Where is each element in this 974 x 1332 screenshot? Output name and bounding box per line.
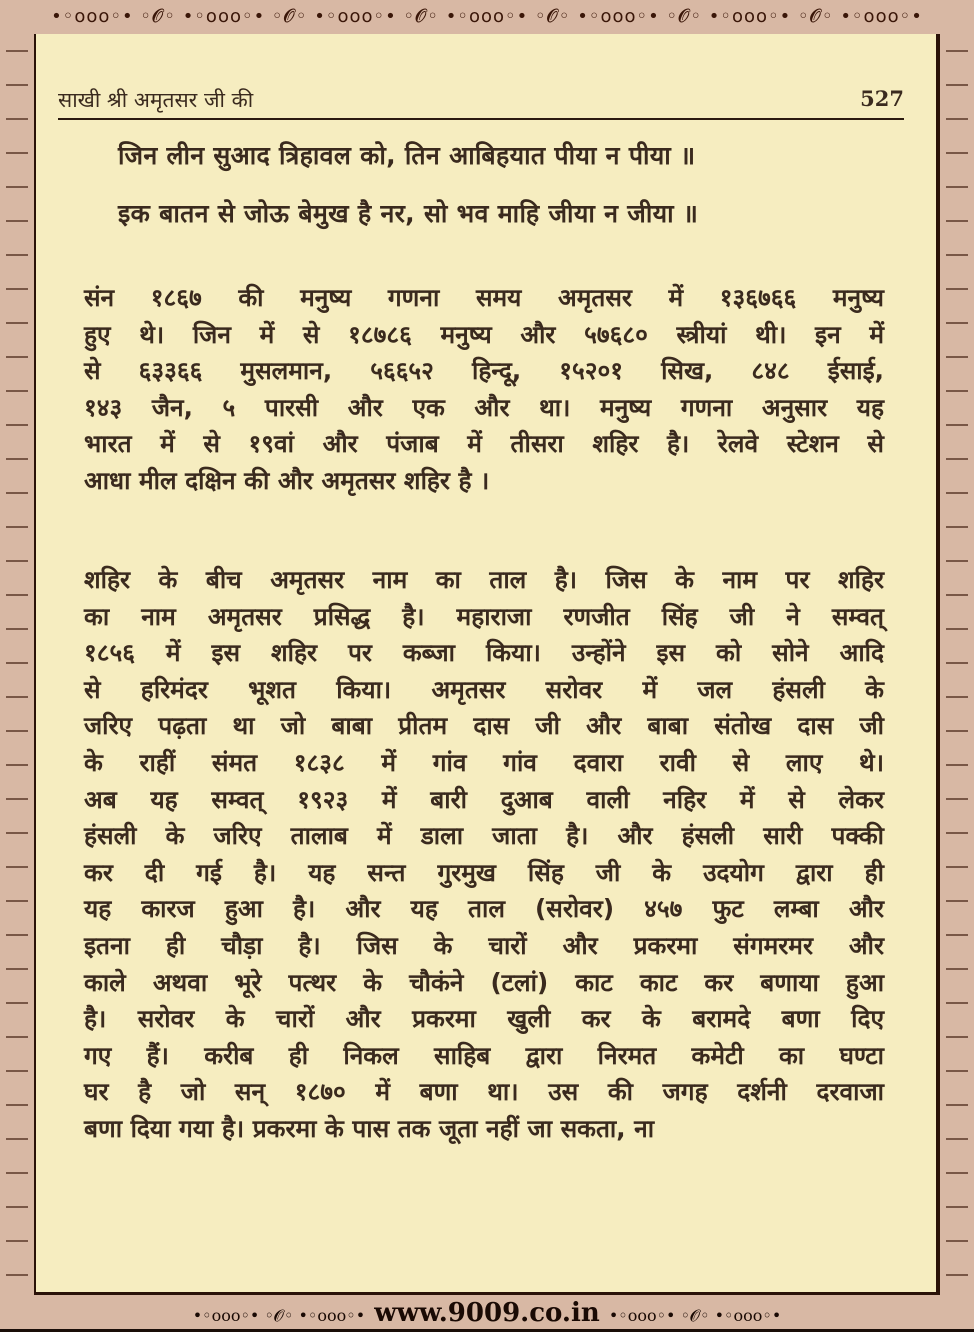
site-footer	[0, 1297, 974, 1329]
text-line: आधा मील दक्षिन की और अमृतसर शहिर है ।	[84, 463, 884, 500]
paragraph-sarovar	[84, 562, 884, 1148]
text-line: घर है जो सन् १८७० में बणा था। उस की जगह दर्शनी दरवाजा	[84, 1074, 884, 1111]
border-right-ornament	[940, 0, 974, 1329]
text-line: भारत में से १९वां और पंजाब में तीसरा शहिर है। रेलवे स्टेशन से	[84, 426, 884, 463]
text-line: का नाम अमृतसर प्रसिद्ध है। महाराजा रणजीत सिंह जी ने सम्वत्	[84, 599, 884, 636]
text-line: से हरिमंदर भूशत किया। अमृतसर सरोवर में जल हंसली के	[84, 672, 884, 709]
border-top-ornament: •◦ooo◦• ◦𝓞◦ •◦ooo◦• ◦𝓞◦ •◦ooo◦• ◦𝓞◦ •◦ooo◦• ◦𝓞◦ •◦ooo◦• ◦𝓞◦ •◦ooo◦• ◦𝓞◦ •◦ooo◦•	[0, 0, 974, 34]
text-line: है। सरोवर के चारों और प्रकरमा खुली कर के बरामदे बणा दिए	[84, 1001, 884, 1038]
text-line: के राहीं संमत १८३८ में गांव गांव दवारा रावी से लाए थे।	[84, 745, 884, 782]
text-line: बणा दिया गया है। प्रकरमा के पास तक जूता नहीं जा सकता, ना	[84, 1111, 884, 1148]
text-line: यह कारज हुआ है। और यह ताल (सरोवर) ४५७ फुट लम्बा और	[84, 891, 884, 928]
book-page	[36, 34, 936, 1292]
text-line: हुए थे। जिन में से १८७८६ मनुष्य और ५७६८० स्त्रीयां थी। इन में	[84, 317, 884, 354]
site-url[interactable]: www.9009.co.in	[374, 1298, 600, 1328]
text-line: १४३ जैन, ५ पारसी और एक और था। मनुष्य गणना अनुसार यह	[84, 390, 884, 427]
text-line: हंसली के जरिए तालाब में डाला जाता है। और हंसली सारी पक्की	[84, 818, 884, 855]
running-title: साखी श्री अमृतसर जी की	[58, 86, 253, 114]
verse-line: जिन लीन सुआद त्रिहावल को, तिन आबिहयात पीया न पीया ॥	[118, 138, 695, 172]
footer-ornament-left: •◦ooo◦• ◦𝓞◦ •◦ooo◦•	[193, 1306, 365, 1325]
text-line: काले अथवा भूरे पत्थर के चौकंने (टलां) काट काट कर बणाया हुआ	[84, 965, 884, 1002]
text-line: शहिर के बीच अमृतसर नाम का ताल है। जिस के नाम पर शहिर	[84, 562, 884, 599]
text-line: १८५६ में इस शहिर पर कब्जा किया। उन्होंने इस को सोने आदि	[84, 635, 884, 672]
text-line: गए हैं। करीब ही निकल साहिब द्वारा निरमत कमेटी का घण्टा	[84, 1038, 884, 1075]
text-line: कर दी गई है। यह सन्त गुरमुख सिंह जी के उदयोग द्वारा ही	[84, 855, 884, 892]
text-line: इतना ही चौड़ा है। जिस के चारों और प्रकरमा संगमरमर और	[84, 928, 884, 965]
text-line: संन १८६७ की मनुष्य गणना समय अमृतसर में १३६७६६ मनुष्य	[84, 280, 884, 317]
paragraph-census	[84, 280, 884, 500]
border-left-ornament	[0, 0, 34, 1329]
text-line: अब यह सम्वत् १९२३ में बारी दुआब वाली नहिर में से लेकर	[84, 782, 884, 819]
verse-line: इक बातन से जोऊ बेमुख है नर, सो भव माहि जीया न जीया ॥	[118, 196, 698, 230]
text-line: से ६३३६६ मुसलमान, ५६६५२ हिन्दू, १५२०१ सिख, ८४८ ईसाई,	[84, 353, 884, 390]
page-number: 527	[860, 86, 904, 111]
footer-ornament-right: •◦ooo◦• ◦𝓞◦ •◦ooo◦•	[609, 1306, 781, 1325]
text-line: जरिए पढ़ता था जो बाबा प्रीतम दास जी और बाबा संतोख दास जी	[84, 708, 884, 745]
page-header	[58, 82, 904, 120]
